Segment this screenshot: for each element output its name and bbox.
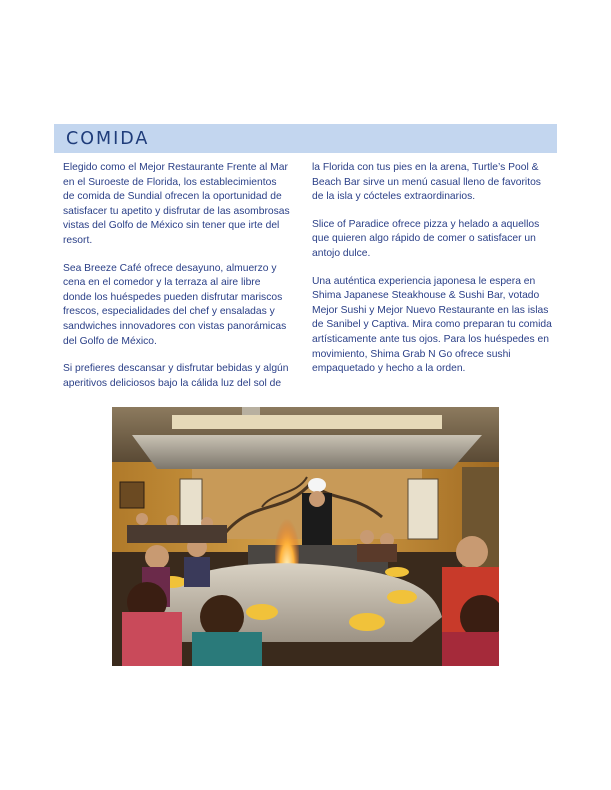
paragraph-slice-of-paradice: Slice of Paradice ofrece pizza y helado a aquellos que quieren algo rápido de comer o satisfacer un antojo dulce. (312, 218, 540, 259)
paragraph-pool-bar-start: Si prefieres descansar y disfrutar bebidas y algún aperitivos deliciosos bajo la cálida luz del sol de (63, 363, 289, 389)
teppanyaki-restaurant-photo (112, 407, 499, 666)
paragraph-intro: Elegido como el Mejor Restaurante Frente al Mar en el Suroeste de Florida, los establecimientos de comida de Sundial ofrecen la oportunidad de satisfacer tu apetito y disfrutar de las asombrosas vistas del Golfo de México sin tener que irte del resort. (63, 162, 290, 246)
section-header-bar (54, 124, 557, 153)
right-text-column (312, 161, 552, 390)
left-text-column (63, 161, 290, 404)
paragraph-shima: Una auténtica experiencia japonesa le espera en Shima Japanese Steakhouse & Sushi Bar, votado Mejor Sushi y Mejor Nuevo Restaurante en las islas de Sanibel y Captiva. Mira como preparan tu comida artísticamente ante tus ojos. Para los huéspedes en movimiento, Shima Grab N Go ofrece sushi empaquetado y hecho a la orden. (312, 275, 552, 375)
paragraph-pool-bar-end: la Florida con tus pies en la arena, Turtle’s Pool & Beach Bar sirve un menú casual lleno de favoritos de la isla y cócteles extraordinarios. (312, 162, 541, 203)
section-title: COMIDA (66, 129, 150, 149)
paragraph-sea-breeze: Sea Breeze Café ofrece desayuno, almuerzo y cena en el comedor y la terraza al aire libre donde los huéspedes pueden disfrutar mariscos frescos, especialidades del chef y ensaladas y sandwiches innovadores con vistas panorámicas del Golfo de México. (63, 262, 287, 347)
